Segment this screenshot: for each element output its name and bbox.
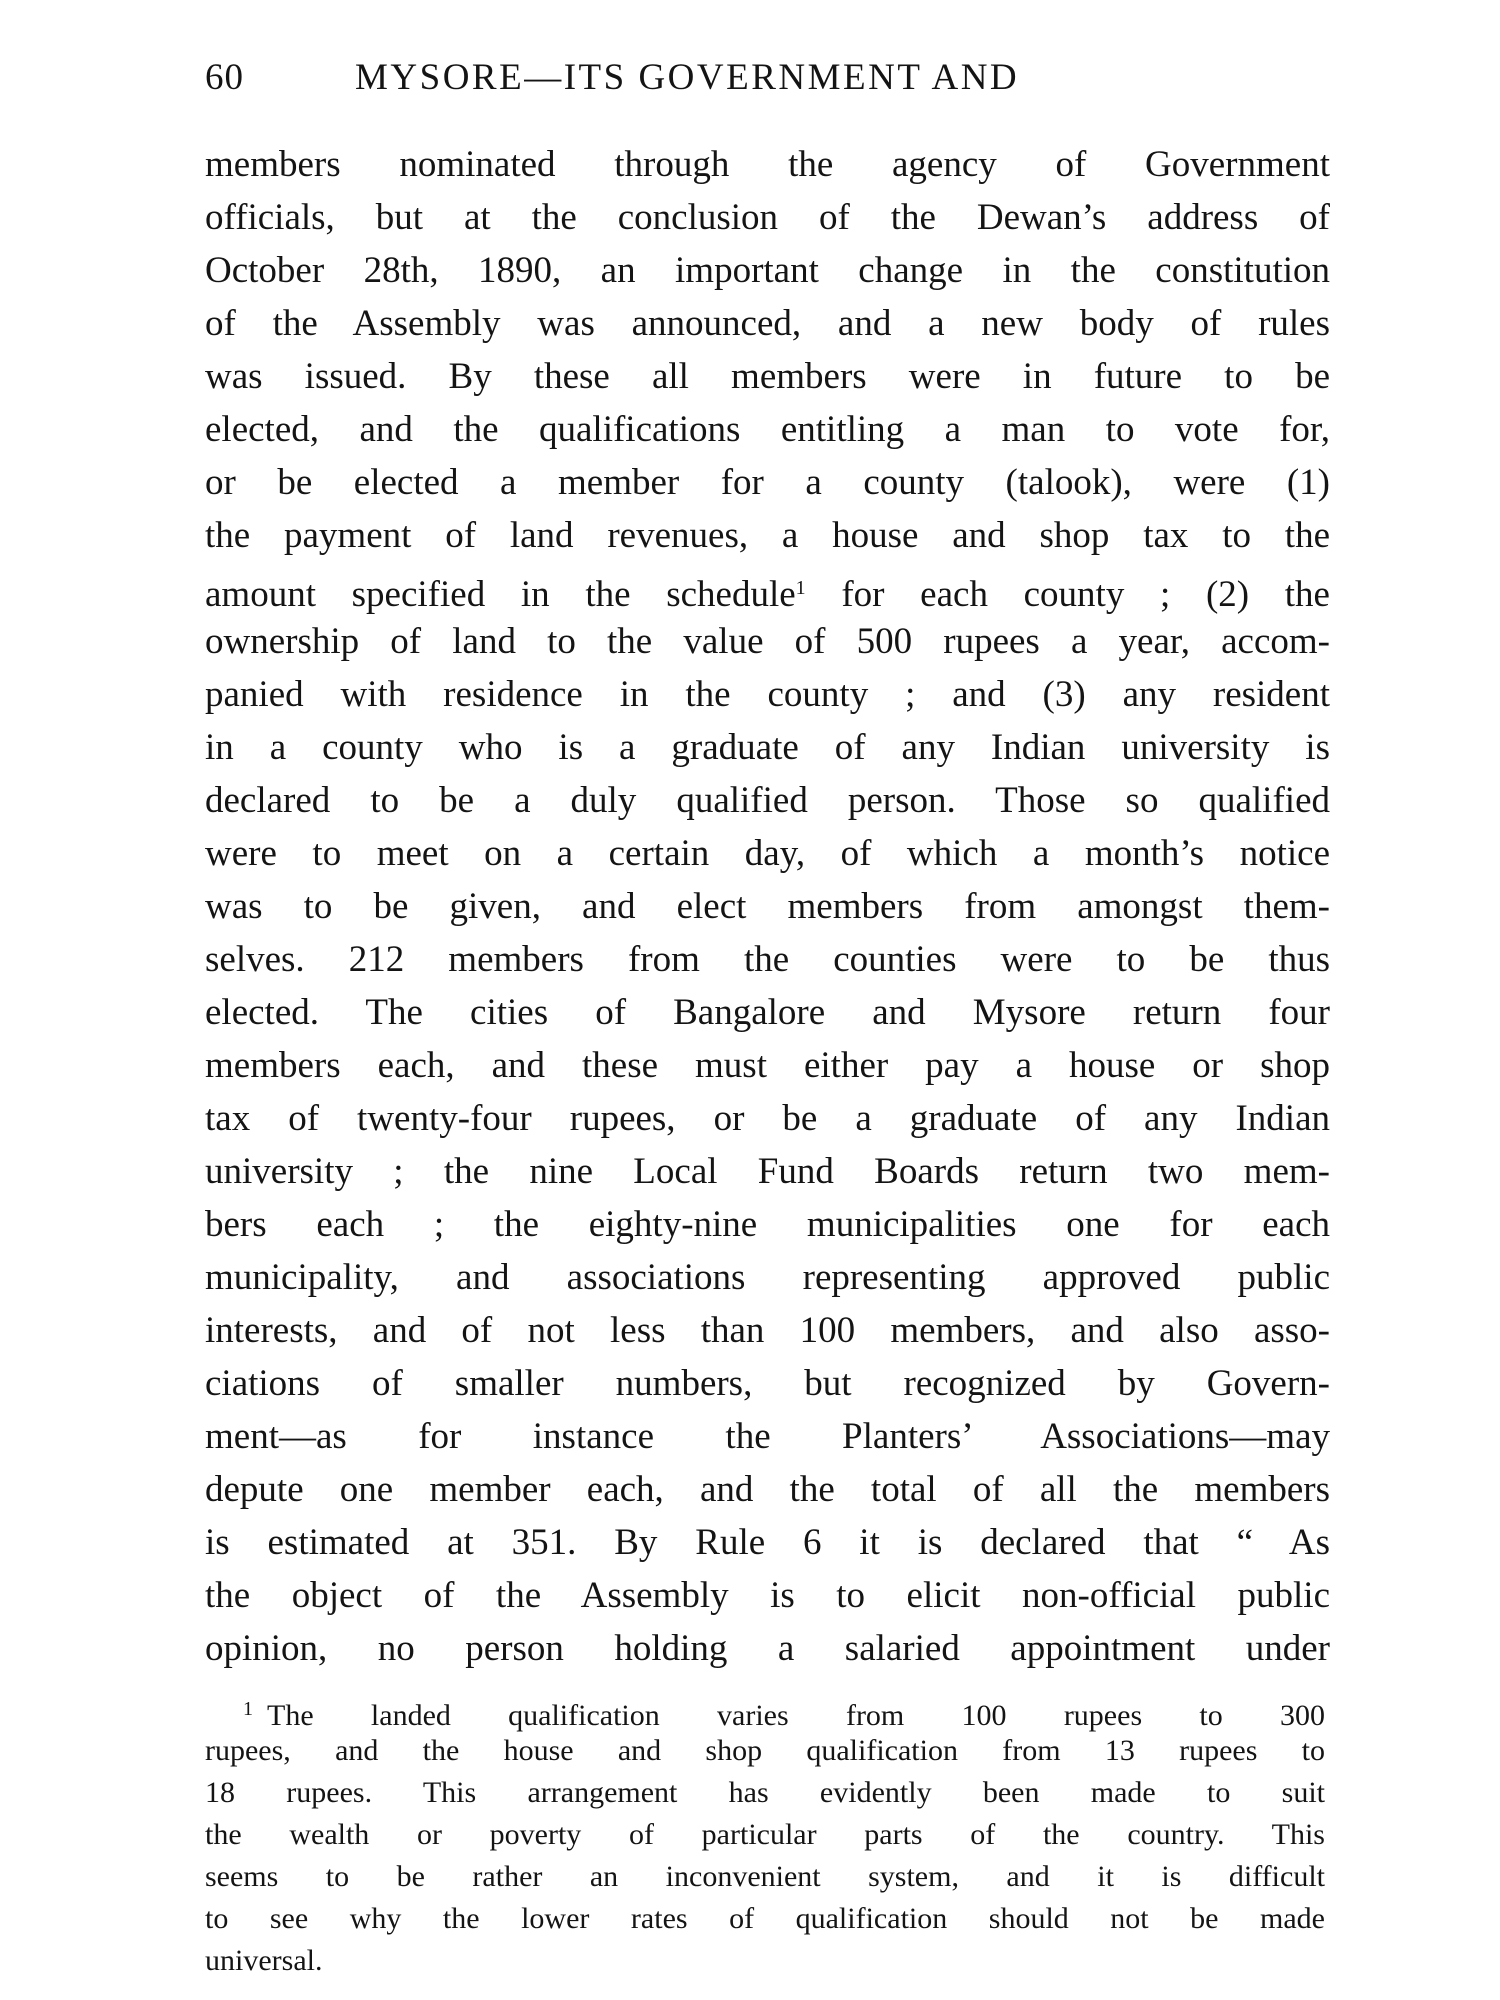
text-line: or be elected a member for a county (talook), were (1) [205,462,1330,503]
text-line: elected. The cities of Bangalore and Mysore return four [205,992,1330,1033]
text-line: members each, and these must either pay a house or shop [205,1045,1330,1086]
footnote-line: the wealth or poverty of particular parts of the country. This [205,1818,1325,1851]
text-line: was to be given, and elect members from amongst them- [205,886,1330,927]
text-line: bers each ; the eighty-nine municipalities one for each [205,1204,1330,1245]
main-text [205,138,1330,1675]
text-line: of the Assembly was announced, and a new body of rules [205,303,1330,344]
text-line: in a county who is a graduate of any Indian university is [205,727,1330,768]
text-line: panied with residence in the county ; and (3) any resident [205,674,1330,715]
text-line: elected, and the qualifications entitling a man to vote for, [205,409,1330,450]
text-segment: amount specified in the schedule [205,574,796,615]
text-line: declared to be a duly qualified person. Those so qualified [205,780,1330,821]
text-line: were to meet on a certain day, of which a month’s notice [205,833,1330,874]
text-line: ciations of smaller numbers, but recognized by Govern- [205,1363,1330,1404]
footnote-line [205,1688,1325,1730]
running-head [205,48,1325,108]
text-line: was issued. By these all members were in future to be [205,356,1330,397]
running-title: MYSORE—ITS GOVERNMENT AND [355,57,1020,98]
text-line: depute one member each, and the total of all the members [205,1469,1330,1510]
text-line: selves. 212 members from the counties were to be thus [205,939,1330,980]
text-line-with-footnote-ref [205,562,1330,615]
footnote-marker: 1 [243,1698,253,1720]
text-line: municipality, and associations representing approved public [205,1257,1330,1298]
footnote-line: rupees, and the house and shop qualification from 13 rupees to [205,1734,1325,1767]
text-line: October 28th, 1890, an important change in the constitution [205,250,1330,291]
text-line: university ; the nine Local Fund Boards return two mem- [205,1151,1330,1192]
footnote-line: seems to be rather an inconvenient system, and it is difficult [205,1860,1325,1893]
text-line: the object of the Assembly is to elicit non-official public [205,1575,1330,1616]
text-line: ownership of land to the value of 500 rupees a year, accom- [205,621,1330,662]
text-line: members nominated through the agency of Government [205,144,1330,185]
footnote-text: The landed qualification varies from 100 rupees to 300 [267,1699,1325,1732]
footnote-line: 18 rupees. This arrangement has evidently been made to suit [205,1776,1325,1809]
text-line: ment—as for instance the Planters’ Associations—may [205,1416,1330,1457]
text-line: the payment of land revenues, a house and shop tax to the [205,515,1330,556]
text-line: officials, but at the conclusion of the Dewan’s address of [205,197,1330,238]
footnote-line: to see why the lower rates of qualification should not be made [205,1902,1325,1935]
text-line: tax of twenty-four rupees, or be a graduate of any Indian [205,1098,1330,1139]
text-line: opinion, no person holding a salaried appointment under [205,1628,1330,1669]
page-number: 60 [205,57,244,98]
footnote [205,1688,1325,1982]
footnote-reference[interactable]: 1 [795,577,806,599]
text-segment: for each county ; (2) the [805,574,1330,615]
text-line: is estimated at 351. By Rule 6 it is declared that “ As [205,1522,1330,1563]
footnote-line: universal. [205,1944,323,1977]
text-line: interests, and of not less than 100 members, and also asso- [205,1310,1330,1351]
